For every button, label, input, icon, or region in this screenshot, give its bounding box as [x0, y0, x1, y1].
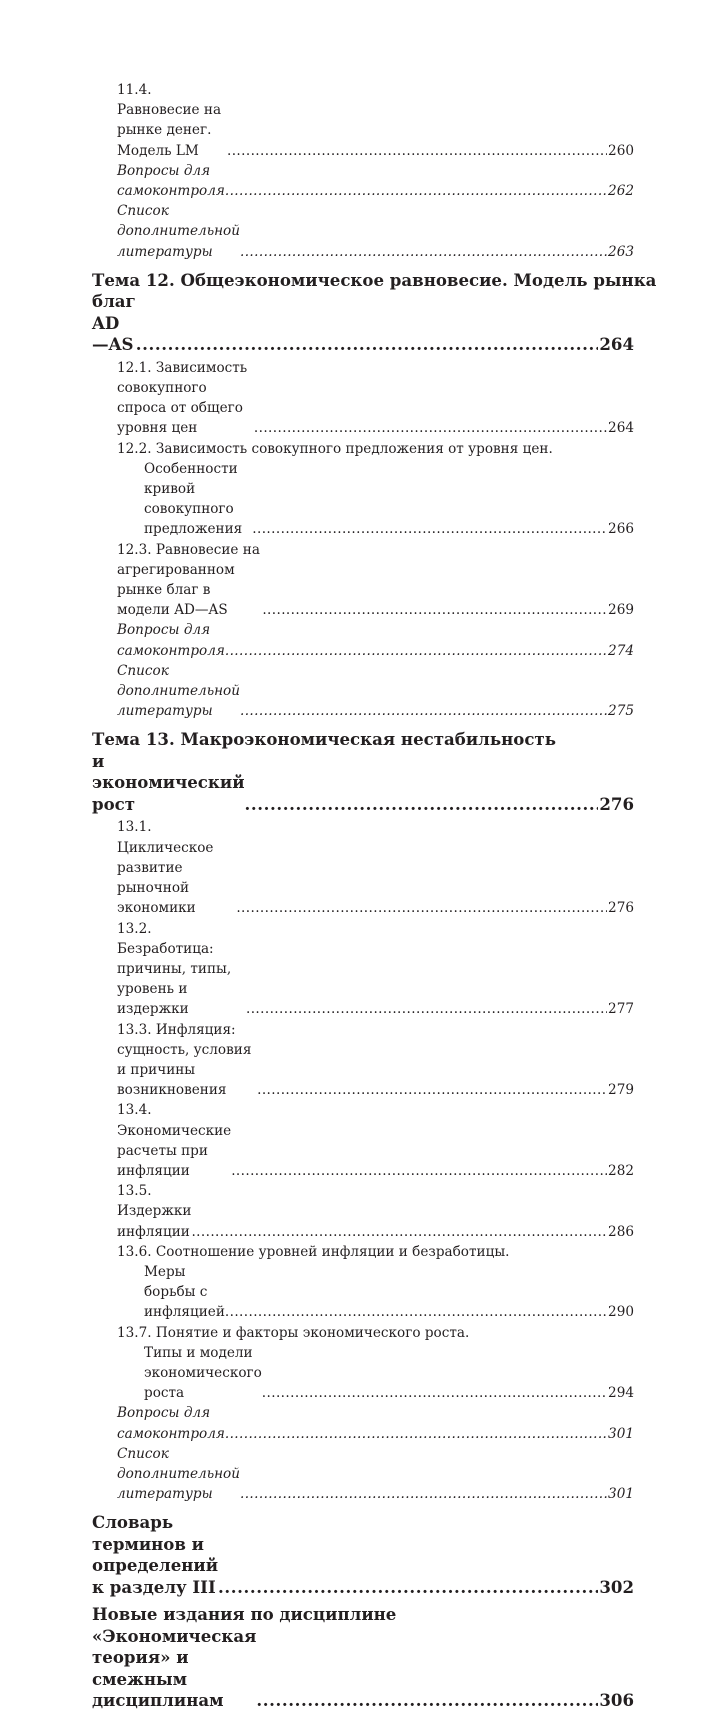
- leader-dots: [225, 641, 607, 661]
- toc-page-number: 262: [608, 183, 634, 200]
- toc-new-editions-line2: «Экономическая теория» и смежным дисциплинам: [92, 1625, 257, 1711]
- leader-dots: [262, 600, 607, 620]
- toc-entry-title: 12.3. Равновесие на агрегированном рынке благ в модели AD—AS: [117, 541, 260, 619]
- toc-entry-13-5[interactable]: [92, 1181, 634, 1242]
- toc-page-number: 276: [608, 900, 634, 917]
- leader-dots: [254, 418, 607, 438]
- toc-page-number: 266: [608, 521, 634, 538]
- toc-page-number: 269: [608, 602, 634, 619]
- toc-topic-title-line2: благ AD—AS: [92, 291, 136, 355]
- toc-entry-title-line1: 13.7. Понятие и факторы экономического роста.: [117, 1324, 470, 1341]
- leader-dots: [236, 898, 607, 918]
- toc-entry-title: 13.3. Инфляция: сущность, условия и причины возникновения: [117, 1021, 252, 1099]
- toc-page-number: 306: [599, 1690, 634, 1711]
- toc-page-number: 286: [608, 1223, 634, 1240]
- toc-entry-11-questions[interactable]: [92, 161, 634, 201]
- leader-dots: [136, 334, 599, 356]
- leader-dots: [257, 1080, 607, 1100]
- toc-entry-11-literature[interactable]: [92, 201, 634, 262]
- leader-dots: [231, 1161, 607, 1181]
- toc-topic-12[interactable]: [92, 269, 657, 356]
- leader-dots: [252, 519, 607, 539]
- toc-entry-title: Список дополнительной литературы: [117, 1445, 240, 1503]
- leader-dots: [246, 999, 607, 1019]
- toc-page-number: 301: [608, 1486, 634, 1503]
- toc-page-number: 290: [608, 1304, 634, 1321]
- toc-topic-title-line1: Тема 13. Макроэкономическая нестабильность: [92, 729, 556, 750]
- toc-new-editions-line1: Новые издания по дисциплине: [92, 1604, 397, 1625]
- toc-entry-12-1[interactable]: [92, 358, 634, 439]
- toc-entry-title: 13.5. Издержки инфляции: [117, 1183, 192, 1240]
- leader-dots: [245, 794, 599, 816]
- toc-entry-13-7[interactable]: [92, 1323, 634, 1404]
- toc-entry-13-6[interactable]: [92, 1242, 634, 1323]
- toc-entry-title: Вопросы для самоконтроля: [117, 162, 225, 200]
- toc-topic-title-line2: и экономический рост: [92, 750, 245, 814]
- toc-page-number: 264: [599, 334, 634, 355]
- toc-entry-13-4[interactable]: [92, 1100, 634, 1181]
- toc-entry-title-line1: 12.2. Зависимость совокупного предложения от уровня цен.: [117, 440, 553, 457]
- toc-entry-13-questions[interactable]: [92, 1403, 634, 1443]
- toc-entry-title-line2: Меры борьбы с инфляцией: [144, 1263, 225, 1321]
- toc-entry-12-literature[interactable]: [92, 661, 634, 722]
- toc-topic-13[interactable]: [92, 729, 634, 815]
- toc-glossary[interactable]: [92, 1512, 634, 1598]
- leader-dots: [227, 141, 607, 161]
- toc-entry-title: 12.1. Зависимость совокупного спроса от общего уровня цен: [117, 359, 248, 437]
- toc-page-number: 277: [608, 1001, 634, 1018]
- toc-entry-title: Вопросы для самоконтроля: [117, 622, 225, 659]
- toc-entry-13-literature[interactable]: [92, 1444, 634, 1505]
- toc-entry-title: 13.4. Экономические расчеты при инфляции: [117, 1102, 232, 1179]
- leader-dots: [240, 1484, 607, 1504]
- toc-entry-12-questions[interactable]: [92, 620, 634, 660]
- leader-dots: [225, 1302, 607, 1322]
- toc-entry-title: 13.1. Циклическое развитие рыночной экономики: [117, 819, 214, 917]
- toc-entry-title-line1: 13.6. Соотношение уровней инфляции и безработицы.: [117, 1243, 510, 1260]
- toc-entry-11-4[interactable]: [92, 80, 634, 161]
- leader-dots: [240, 242, 607, 262]
- toc-entry-title-line2: Особенности кривой совокупного предложения: [144, 460, 243, 538]
- leader-dots: [225, 181, 607, 201]
- toc-page-number: 302: [599, 1576, 634, 1597]
- toc-entry-title: 11.4. Равновесие на рынке денег. Модель LM: [117, 82, 222, 159]
- toc-entry-title: Вопросы для самоконтроля: [117, 1405, 225, 1442]
- toc-entry-12-2[interactable]: [92, 439, 634, 540]
- toc-page-number: 264: [608, 420, 634, 437]
- toc-entry-13-3[interactable]: [92, 1020, 634, 1101]
- toc-page-number: 279: [608, 1082, 634, 1099]
- leader-dots: [225, 1424, 607, 1444]
- toc-new-editions[interactable]: [92, 1604, 634, 1712]
- toc-entry-title: Список дополнительной литературы: [117, 203, 240, 260]
- leader-dots: [218, 1577, 598, 1599]
- leader-dots: [240, 701, 607, 721]
- toc-page-number: 275: [608, 703, 634, 720]
- toc-entry-12-3[interactable]: [92, 540, 634, 621]
- toc-glossary-title: Словарь терминов и определений к разделу III: [92, 1512, 219, 1597]
- toc-page-number: 276: [599, 793, 634, 814]
- toc-entry-title-line2: Типы и модели экономического роста: [144, 1344, 262, 1402]
- toc-entry-title: Список дополнительной литературы: [117, 662, 240, 720]
- leader-dots: [256, 1690, 598, 1712]
- leader-dots: [262, 1383, 607, 1403]
- toc-page-number: 260: [608, 142, 634, 159]
- toc-page-number: 301: [608, 1425, 634, 1442]
- toc-entry-title: 13.2. Безработица: причины, типы, уровень и издержки: [117, 920, 232, 1018]
- toc-page-number: 294: [608, 1385, 634, 1402]
- leader-dots: [191, 1222, 607, 1242]
- table-of-contents: [92, 80, 657, 1714]
- toc-entry-13-2[interactable]: [92, 919, 634, 1020]
- toc-page-number: 263: [608, 243, 634, 260]
- toc-entry-13-1[interactable]: [92, 817, 634, 918]
- toc-page-number: 282: [608, 1162, 634, 1179]
- toc-topic-title-line1: Тема 12. Общеэкономическое равновесие. Модель рынка: [92, 269, 657, 290]
- toc-page-number: 274: [608, 642, 634, 659]
